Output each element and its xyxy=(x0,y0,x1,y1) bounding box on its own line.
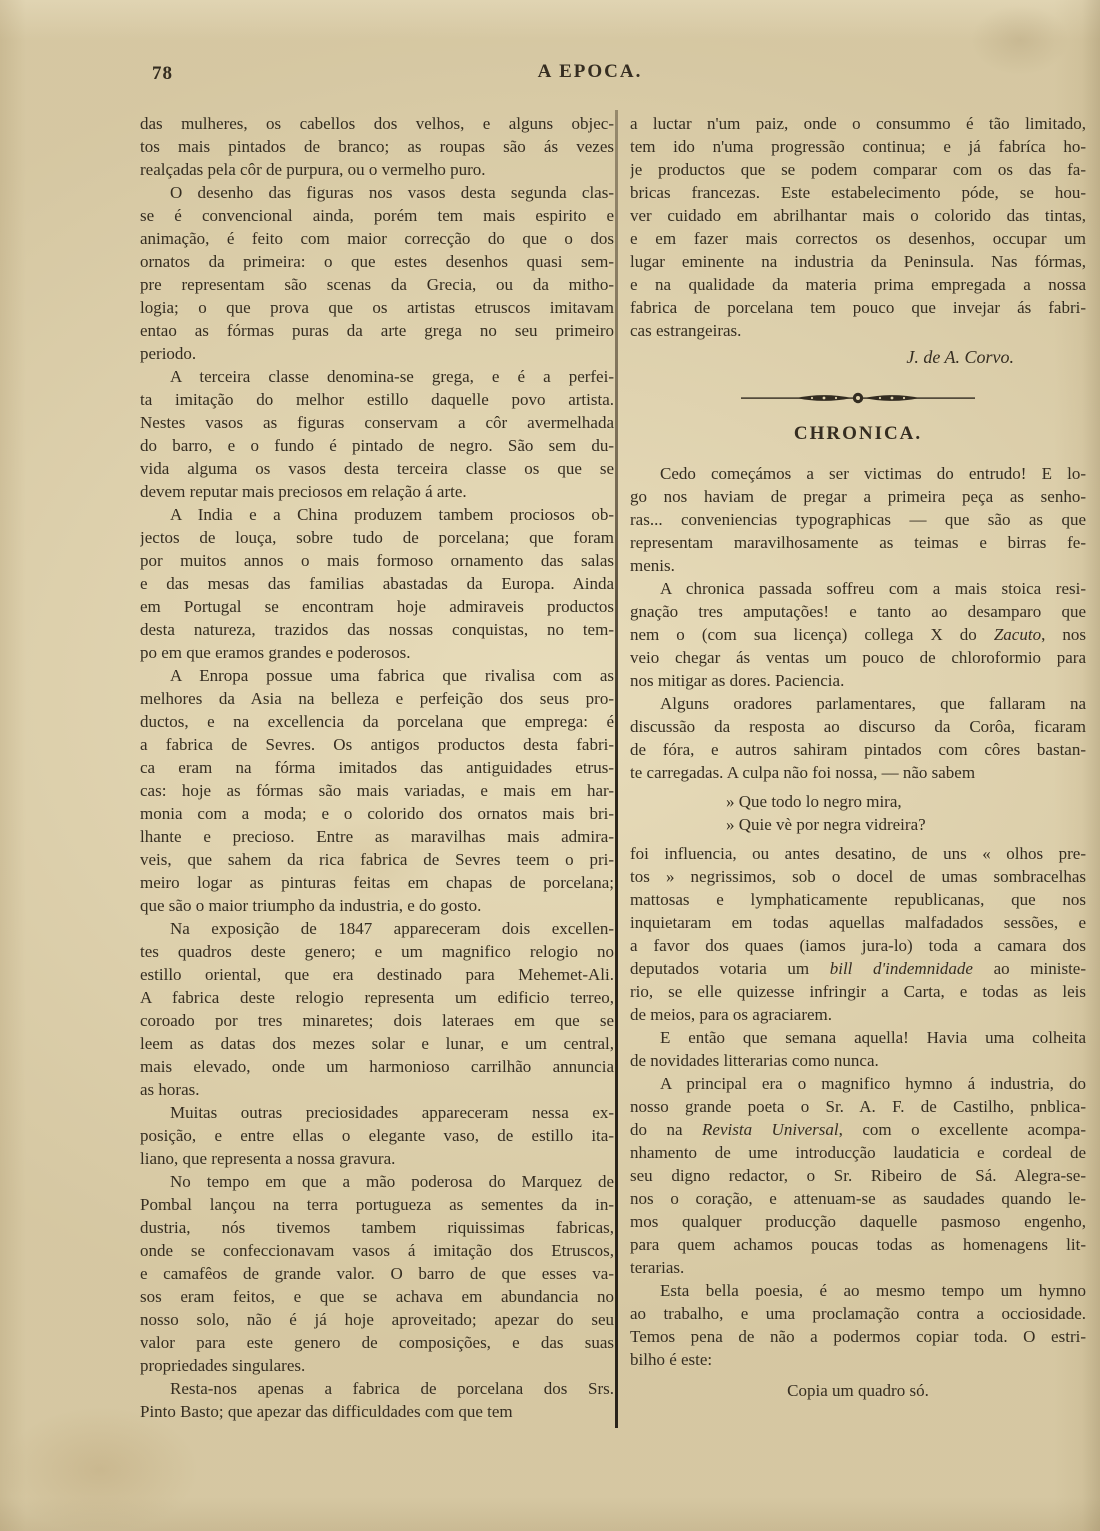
text-line: e das mesas das familias abastadas da Europa. Ainda xyxy=(140,574,614,593)
text-line: mos qualquer producção daquelle pasmoso engenho, xyxy=(630,1212,1086,1231)
text-line: lugar eminente na industria da Peninsula. Nas fórmas, xyxy=(630,252,1086,271)
text-line: e em fazer mais correctos os desenhos, occupar um xyxy=(630,229,1086,248)
text-line: de fóra, e autros sahiram pintados com côres bastan- xyxy=(630,740,1086,759)
text-line: go nos haviam de pregar a primeira peça as senho- xyxy=(630,487,1086,506)
text-line: mattosas e lymphaticamente republicanas, que nos xyxy=(630,890,1086,909)
text-line: devem reputar mais preciosos em relação á arte. xyxy=(140,482,467,501)
text-line: foi influencia, ou antes desatino, de uns « olhos pre- xyxy=(630,844,1086,863)
text-line: Alguns oradores parlamentares, que fallaram na xyxy=(660,694,1086,713)
text-line: periodo. xyxy=(140,344,197,363)
text-line: onde se confeccionavam vasos á imitação dos Etruscos, xyxy=(140,1241,614,1260)
text-line: coroado por tres minaretes; dois lateraes em que se xyxy=(140,1011,614,1030)
text-line: representam maravilhosamente as teimas e birras fe- xyxy=(630,533,1086,552)
text-line: Pombal lançou na terra portugueza as sementes da in- xyxy=(140,1195,614,1214)
text-line: a favor dos quaes (iamos jura-lo) toda a camara dos xyxy=(630,936,1086,955)
text-line: valor para este genero de composições, e das suas xyxy=(140,1333,614,1352)
text-line: A principal era o magnifico hymno á industria, do xyxy=(660,1074,1086,1093)
text-line: te carregadas. A culpa não foi nossa, — não sabem xyxy=(630,763,976,782)
text-line: po em que eramos grandes e poderosos. xyxy=(140,643,411,662)
verse-line: » Que todo lo negro mira, xyxy=(726,792,902,811)
text-line: do barro, e o fundo é pintado de negro. São sem du- xyxy=(140,436,614,455)
text-line: Esta bella poesia, é ao mesmo tempo um hymno xyxy=(660,1281,1086,1300)
text-line: No tempo em que a mão poderosa do Marquez de xyxy=(170,1172,614,1191)
text-line: em Portugal se encontram hoje admiraveis productos xyxy=(140,597,614,616)
text-line: ca eram na fórma imitados das antiguidades etrus- xyxy=(140,758,614,777)
text-line: de meios, para os agraciarem. xyxy=(630,1005,833,1024)
text-line: veis, que sahem da rica fabrica de Sevres teem o pri- xyxy=(140,850,614,869)
text-line: A terceira classe denomina-se grega, e é a perfei- xyxy=(170,367,614,386)
text-line: realçadas pela côr de purpura, ou o vermelho puro. xyxy=(140,160,486,179)
text-line: desta natureza, trazidos das nossas conquistas, no tem- xyxy=(140,620,614,639)
author-signature: J. de A. Corvo. xyxy=(906,347,1014,367)
text-line: bricas francezas. Este estabelecimento póde, se hou- xyxy=(630,183,1086,202)
right-column xyxy=(630,112,1086,1402)
text-line: tes quadros deste genero; e um magnifico relogio no xyxy=(140,942,614,961)
text-line: deputados votaria um bill d'indemnidade ao ministe- xyxy=(630,959,1086,978)
text-line: nos o coração, e attenuam-se as saudades quando le- xyxy=(630,1189,1086,1208)
text-line: ta imitação do melhor estillo daquelle povo artista. xyxy=(140,390,614,409)
page-number: 78 xyxy=(152,63,173,84)
text-line: Pinto Basto; que apezar das difficuldades com que tem xyxy=(140,1402,513,1421)
text-line: nosso solo, não é já hoje aproveitado; apezar do seu xyxy=(140,1310,614,1329)
text-line: rio, se elle quizesse infringir a Carta, e todas as leis xyxy=(630,982,1086,1001)
text-line: a luctar n'um paiz, onde o consummo é tão limitado, xyxy=(630,114,1086,133)
text-line: ao trabalho, e uma proclamação contra a occiosidade. xyxy=(630,1304,1086,1323)
text-line: nem o (com sua licença) collega X do Zacuto, nos xyxy=(630,625,1086,644)
text-line: meiro logar as pinturas feitas em chapas de porcelana; xyxy=(140,873,614,892)
text-line: cas estrangeiras. xyxy=(630,321,742,340)
text-line: estillo oriental, que era destinado para Mehemet-Ali. xyxy=(140,965,614,984)
text-line: melhores da Asia na belleza e perfeição dos seus pro- xyxy=(140,689,614,708)
text-line: por muitos annos o mais formoso ornamento das salas xyxy=(140,551,614,570)
text-line: propriedades singulares. xyxy=(140,1356,306,1375)
text-line: je productos que se podem comparar com os das fa- xyxy=(630,160,1086,179)
left-column xyxy=(140,112,614,1423)
masthead-title: A EPOCA. xyxy=(537,61,643,82)
text-line: tem ido n'uma progressão continua; e já fabríca ho- xyxy=(630,137,1086,156)
text-line: que são o maior triumpho da industria, e do gosto. xyxy=(140,896,482,915)
text-line: posição, e entre ellas o elegante vaso, de estillo ita- xyxy=(140,1126,614,1145)
text-line: dustria, nós tivemos tambem riquissimas fabricas, xyxy=(140,1218,614,1237)
text-line: E então que semana aquella! Havia uma colheita xyxy=(660,1028,1086,1047)
text-line: se é convencional ainda, porém tem mais espirito e xyxy=(140,206,614,225)
text-line: terarias. xyxy=(630,1258,685,1277)
text-line: A fabrica deste relogio representa um edificio terreo, xyxy=(140,988,614,1007)
text-line: as horas. xyxy=(140,1080,200,1099)
text-line: nosso grande poeta o Sr. A. F. de Castilho, pnblica- xyxy=(630,1097,1086,1116)
text-line: Resta-nos apenas a fabrica de porcelana dos Srs. xyxy=(170,1379,614,1398)
text-line: ornatos da primeira: o que estes desenhos quasi sem- xyxy=(140,252,614,271)
text-line: das mulheres, os cabellos dos velhos, e alguns objec- xyxy=(140,114,614,133)
text-line: nos mitigar as dores. Paciencia. xyxy=(630,671,845,690)
text-line: discussão da resposta ao discurso da Corôa, ficaram xyxy=(630,717,1086,736)
text-line: A chronica passada soffreu com a mais stoica resi- xyxy=(660,579,1086,598)
text-line: lhante e precioso. Entre as maravilhas mais admira- xyxy=(140,827,614,846)
text-line: nhamento de ume introducção laudaticia e cordeal de xyxy=(630,1143,1086,1162)
text-line: do na Revista Universal, com o excellente acompa- xyxy=(630,1120,1086,1139)
text-line: a fabrica de Sevres. Os antigos productos desta fabri- xyxy=(140,735,614,754)
text-line: logia; o que prova que os artistas etruscos imitavam xyxy=(140,298,614,317)
text-line: entao as fórmas puras da arte grega no seu primeiro xyxy=(140,321,614,340)
text-line: Temos pena de não a podermos copiar toda. O estri- xyxy=(630,1327,1086,1346)
text-line: liano, que representa a nossa gravura. xyxy=(140,1149,396,1168)
text-line: mais elevado, onde um harmonioso carrilhão annuncia xyxy=(140,1057,614,1076)
text-line: animação, é feito com maior correcção do que o dos xyxy=(140,229,614,248)
text-line: monia com a moda; e o colorido dos ornatos mais bri- xyxy=(140,804,614,823)
verse-line: » Quie vè por negra vidreira? xyxy=(726,815,926,834)
text-line: pre representam são scenas da Grecia, ou da mitho- xyxy=(140,275,614,294)
text-line: fabrica de porcelana tem pouco que invejar ás fabri- xyxy=(630,298,1086,317)
text-line: veio chegar ás ventas um pouco de chloroformio para xyxy=(630,648,1086,667)
text-line: ductos, e na excellencia da porcelana que emprega: é xyxy=(140,712,614,731)
section-heading: CHRONICA. xyxy=(793,423,923,444)
text-line: e na qualidade da materia prima empregada a nossa xyxy=(630,275,1086,294)
column-divider-rule xyxy=(615,110,618,1428)
text-line: sos eram feitos, e que se achava em abundancia no xyxy=(140,1287,614,1306)
text-line: tos » negrissimos, sob o docel de umas sombracelhas xyxy=(630,867,1086,886)
text-line: de novidades litterarias como nunca. xyxy=(630,1051,879,1070)
text-line: leem as datas dos mezes solar e lunar, e um central, xyxy=(140,1034,614,1053)
text-line: Cedo começámos a ser victimas do entrudo! E lo- xyxy=(660,464,1086,483)
text-line: cas: hoje as fórmas são mais variadas, e mais em har- xyxy=(140,781,614,800)
text-line: Nestes vasos as figuras conservam a côr avermelhada xyxy=(140,413,614,432)
text-line: menis. xyxy=(630,556,675,575)
section-divider-ornament-icon xyxy=(741,389,975,407)
text-line: O desenho das figuras nos vasos desta segunda clas- xyxy=(170,183,614,202)
text-line: A Enropa possue uma fabrica que rivalisa com as xyxy=(170,666,614,685)
text-line: ver cuidado em abrilhantar mais o colorido das tintas, xyxy=(630,206,1086,225)
text-line: bilho é este: xyxy=(630,1350,713,1369)
verse-block xyxy=(630,790,1086,836)
text-line: Na exposição de 1847 appareceram dois excellen- xyxy=(170,919,614,938)
text-line: A India e a China produzem tambem prociosos ob- xyxy=(170,505,614,524)
text-line: e camafêos de grande valor. O barro de que esses va- xyxy=(140,1264,614,1283)
text-line: tos mais pintados de branco; as roupas são ás vezes xyxy=(140,137,614,156)
text-line: seu digno redactor, o Sr. Ribeiro de Sá. Alegra-se- xyxy=(630,1166,1086,1185)
text-line: Muitas outras preciosidades appareceram nessa ex- xyxy=(170,1103,614,1122)
text-line: gnação tres amputações! e tanto ao desamparo que xyxy=(630,602,1086,621)
text-line: ras... conveniencias typographicas — que são as que xyxy=(630,510,1086,529)
text-line: inquietaram em todas aquellas malfadados sessões, e xyxy=(630,913,1086,932)
section-divider xyxy=(630,385,1086,408)
centered-refrain-line: Copia um quadro só. xyxy=(787,1381,929,1400)
text-line: jectos de louça, sobre tudo de porcelana; que foram xyxy=(140,528,614,547)
text-line: para quem achamos poucas todas as homenagens lit- xyxy=(630,1235,1086,1254)
text-line: vida alguma os vasos desta terceira classe os que se xyxy=(140,459,614,478)
